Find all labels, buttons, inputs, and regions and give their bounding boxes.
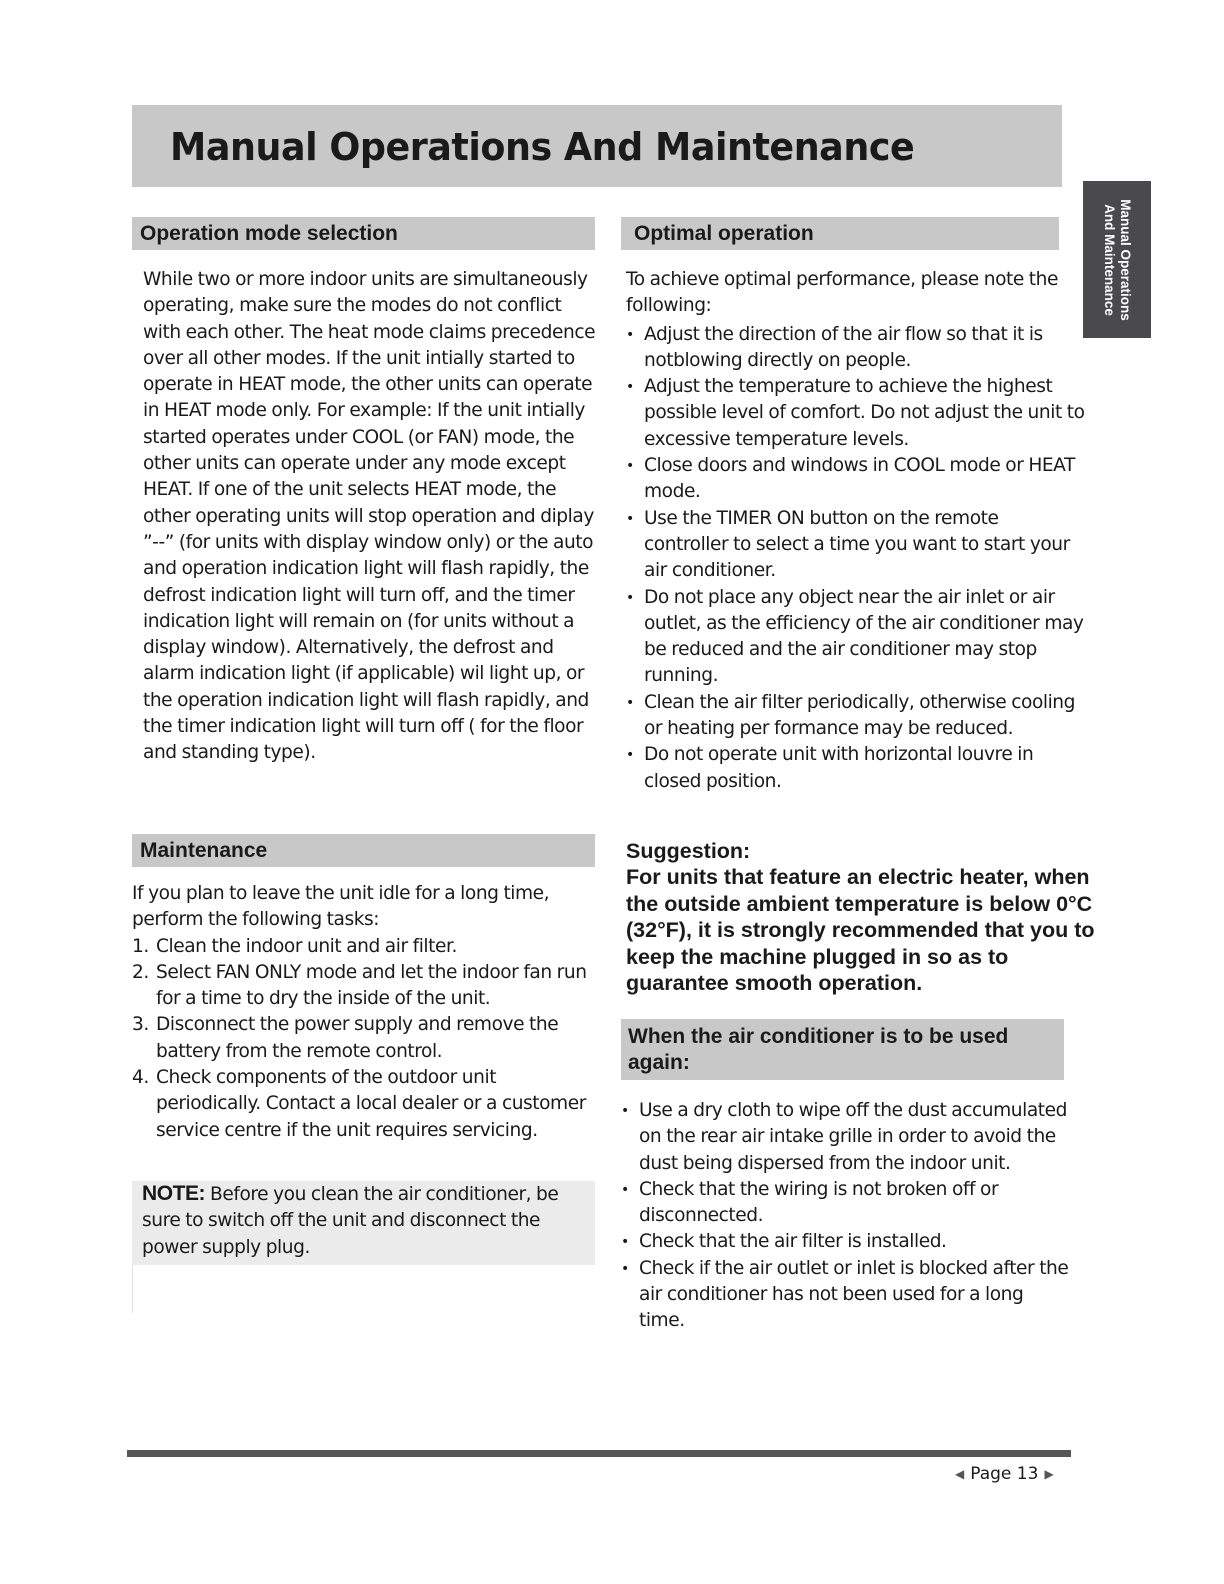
operation-mode-paragraph: While two or more indoor units are simultaneously operating, make sure the modes do not conflict with each other. The heat mode claims precedence over all other modes. If the unit intially started to operate in HEAT mode, the other units can operate in HEAT mode only. For example: If the unit intially started operates under COOL (or FAN) mode, the other units can operate under any mode except HEAT. If one of the unit selects HEAT mode, the other operating units will stop operation and diplay ”--” (for units with display window only) or the auto and operation indication light will flash rapidly, the defrost indication light will turn off, and the timer indication light will remain on (for units without a display window). Alternatively, the defrost and alarm indication light (if applicable) wil light up, or the operation indication light will flash rapidly, and the timer indication light will turn off ( for the floor and standing type). [143, 269, 596, 764]
maintenance-steps [132, 934, 590, 1144]
list-item: • Use a dry cloth to wipe off the dust accumulated on the rear air intake grille in order to avoid the dust being dispersed from the indoor unit. [621, 1098, 1071, 1177]
optimal-operation-body [626, 267, 1086, 795]
side-tab-line-2: And Maintenance [1102, 203, 1117, 316]
maintenance-body [132, 881, 590, 1144]
list-item: 3. Disconnect the power supply and remove the battery from the remote control. [132, 1014, 559, 1062]
previous-page-icon[interactable]: ◀ [955, 1467, 965, 1481]
section-heading-reuse: When the air conditioner is to be used again: [621, 1019, 1064, 1080]
note-label: NOTE: [142, 1182, 206, 1205]
section-heading-maintenance: Maintenance [132, 834, 595, 867]
reuse-body [621, 1098, 1071, 1335]
list-item: 2. Select FAN ONLY mode and let the indoor fan run for a time to dry the inside of the unit. [132, 961, 587, 1010]
page-number: Page 13 [970, 1464, 1039, 1484]
footer-divider [127, 1450, 1071, 1457]
operation-mode-body [143, 267, 601, 767]
suggestion-label: Suggestion: [626, 839, 751, 863]
list-item: • Adjust the direction of the air flow so that it is notblowing directly on people. [626, 322, 1086, 375]
section-heading-optimal-operation: Optimal operation [621, 217, 1059, 250]
maintenance-intro: If you plan to leave the unit idle for a long time, perform the following tasks: [132, 883, 550, 931]
side-tab-line-1: Manual Operations [1118, 198, 1133, 321]
list-item: • Close doors and windows in COOL mode or HEAT mode. [626, 453, 1086, 506]
page-title-bar [132, 105, 1062, 187]
next-page-icon[interactable]: ▶ [1044, 1467, 1054, 1481]
list-item: • Use the TIMER ON button on the remote controller to select a time you want to start your air conditioner. [626, 506, 1086, 585]
list-item: • Clean the air filter periodically, otherwise cooling or heating per formance may be reduced. [626, 690, 1086, 743]
list-item: • Check that the air filter is installed. [621, 1229, 1071, 1255]
list-item: 1. Clean the indoor unit and air filter. [132, 935, 457, 957]
list-item: • Check that the wiring is not broken off or disconnected. [621, 1177, 1071, 1230]
suggestion-text: For units that feature an electric heater, when the outside ambient temperature is below 0°C (32°F), it is strongly recommended that you to keep the machine plugged in so as to guarantee smooth operation. [626, 865, 1095, 996]
optimal-operation-list [626, 322, 1086, 795]
list-item: • Check if the air outlet or inlet is blocked after the air conditioner has not been used for a long time. [621, 1256, 1071, 1335]
optimal-operation-intro: To achieve optimal performance, please note the following: [626, 269, 1058, 317]
note-text: Before you clean the air conditioner, be sure to switch off the unit and disconnect the power supply plug. [142, 1184, 559, 1258]
suggestion-block [626, 838, 1106, 996]
page-title: Manual Operations And Maintenance [170, 125, 915, 169]
divider [132, 1265, 133, 1313]
list-item: • Do not operate unit with horizontal louvre in closed position. [626, 742, 1086, 795]
note-box [132, 1181, 595, 1265]
page-navigation [955, 1461, 1054, 1487]
list-item: • Adjust the temperature to achieve the highest possible level of comfort. Do not adjust the unit to excessive temperature levels. [626, 374, 1086, 453]
list-item: • Do not place any object near the air inlet or air outlet, as the efficiency of the air conditioner may be reduced and the air conditioner may stop running. [626, 585, 1086, 690]
list-item: 4. Check components of the outdoor unit periodically. Contact a local dealer or a customer service centre if the unit requires servicing. [132, 1067, 586, 1141]
section-heading-operation-mode: Operation mode selection [132, 217, 595, 250]
reuse-list [621, 1098, 1071, 1335]
chapter-side-tab[interactable] [1083, 181, 1151, 338]
